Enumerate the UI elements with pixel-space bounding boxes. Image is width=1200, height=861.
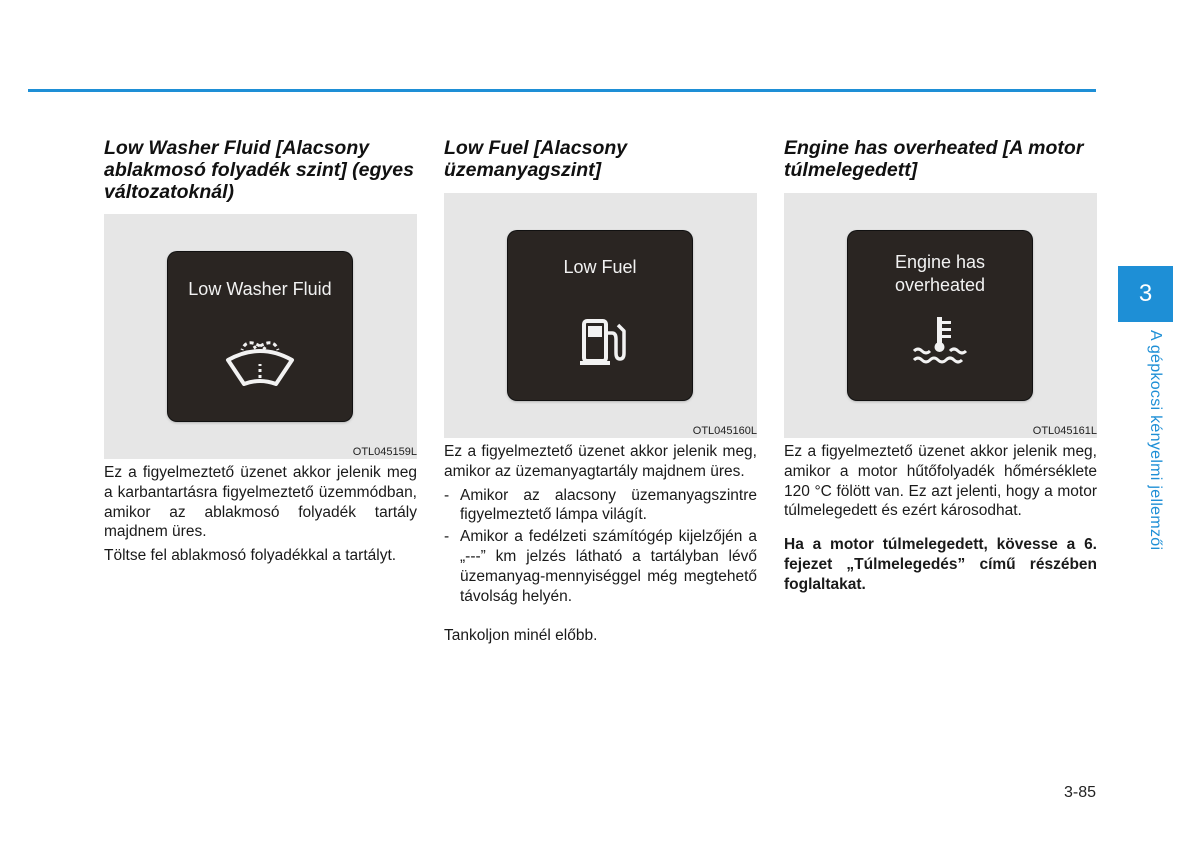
- header-rule: [28, 89, 1096, 92]
- list-item: [444, 486, 757, 526]
- figure-low-fuel: [444, 193, 757, 438]
- figure-low-washer-fluid: [104, 214, 417, 459]
- coolant-temperature-icon: [910, 315, 970, 365]
- section-low-fuel: [444, 137, 757, 181]
- section-body: [784, 442, 1097, 599]
- paragraph: Ez a figyelmeztető üzenet akkor jelenik meg, amikor a motor hűtőfolyadék hőmérséklete 120 °C fölött van. Ez azt jelenti, hogy a motor túlmelegedett és ezért károsodhat.: [784, 443, 1097, 520]
- page-number: 3-85: [1063, 784, 1096, 801]
- cluster-display: [848, 231, 1032, 400]
- paragraph: Ez a figyelmeztető üzenet akkor jelenik meg, amikor az üzemanyagtartály majdnem üres.: [444, 443, 757, 480]
- paragraph: Tankoljon minél előbb.: [444, 627, 598, 645]
- bullet-marker: -: [444, 528, 450, 546]
- paragraph: Ez a figyelmeztető üzenet akkor jelenik meg a karbantartásra figyelmeztető üzemmódban, amikor az ablakmosó folyadék tartály majdnem üres.: [104, 464, 417, 541]
- bullet-marker: -: [444, 486, 450, 504]
- display-message-line1: Engine has: [894, 252, 986, 272]
- section-heading: Low Washer Fluid [Alacsony ablakmosó folyadék szint] (egyes változatoknál): [104, 137, 414, 203]
- figure-code: OTL045161L: [1032, 425, 1097, 437]
- figure-engine-overheated: [784, 193, 1097, 438]
- chapter-title: A gépkocsi kényelmi jellemzői: [1147, 330, 1164, 551]
- figure-code: OTL045159L: [352, 446, 417, 458]
- section-low-washer-fluid: [104, 137, 417, 203]
- list-item-text: Amikor a fedélzeti számítógép kijelzőjén a „---” km jelzés látható a tartályban lévő üzemanyag-mennyiséggel még megtehető távolság helyén.: [460, 528, 757, 605]
- section-body: [444, 442, 757, 650]
- display-message: Low Washer Fluid: [188, 279, 332, 299]
- bold-paragraph: Ha a motor túlmelegedett, kövesse a 6. fejezet „Túlmelegedés” című részében foglaltakat.: [784, 536, 1097, 593]
- figure-code: OTL045160L: [692, 425, 757, 437]
- chapter-tab: 3: [1118, 266, 1173, 322]
- cluster-display: [168, 252, 352, 421]
- bullet-list: [444, 486, 757, 607]
- section-heading: Engine has overheated [A motor túlmelegedett]: [784, 137, 1084, 181]
- list-item: [444, 527, 757, 606]
- section-body: [104, 463, 417, 570]
- display-message-line2: overheated: [894, 275, 986, 295]
- paragraph: Töltse fel ablakmosó folyadékkal a tartályt.: [104, 547, 397, 565]
- section-engine-overheated: [784, 137, 1097, 181]
- washer-fluid-icon: [224, 334, 296, 394]
- fuel-pump-icon: [578, 317, 630, 369]
- cluster-display: [508, 231, 692, 400]
- display-message: Low Fuel: [563, 257, 637, 277]
- list-item-text: Amikor az alacsony üzemanyagszintre figyelmeztető lámpa világít.: [460, 486, 757, 524]
- section-heading: Low Fuel [Alacsony üzemanyagszint]: [444, 137, 628, 181]
